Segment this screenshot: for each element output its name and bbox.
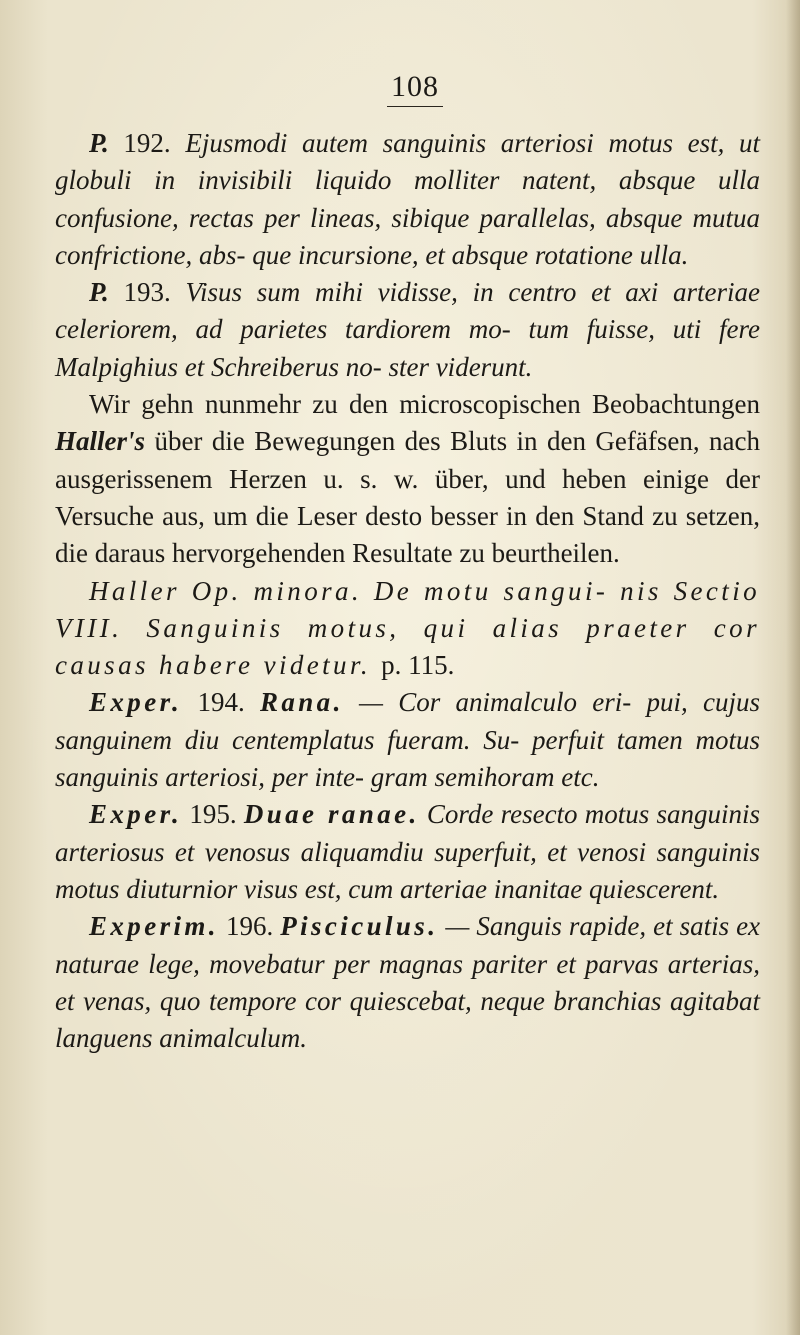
experiment-text: Corde resecto motus sanguinis arteriosus et venosus aliquamdiu superfuit, et venosi sanguinis motus diuturnior visus est, cum arteriae inanitae quiescerent. [55,799,760,904]
paragraph-text-before: Wir gehn nunmehr zu den microscopischen Beobachtungen [89,389,760,420]
experiment-subject: Pisciculus. [280,911,439,942]
page-edge-shadow [786,0,800,1335]
paragraph-experim-196 [55,908,760,1057]
experiment-number: 195. [189,799,237,830]
citation-text: Haller Op. minora. De motu sangui- nis Sectio VIII. Sanguinis motus, qui alias praeter cor causas habere videtur. [55,575,760,681]
author-name: Haller's [55,426,146,457]
experiment-number: 196. [225,911,274,942]
paragraph-text-after: über die Bewegungen des Bluts in den Gefäfsen, nach ausgerissenem Herzen u. s. w. über, und heben einige der Versuche aus, um die Leser desto besser in den Stand zu setzen, die daraus hervorgehenden Resultate zu beurtheilen. [55,426,760,569]
paragraph-exper-194 [55,684,760,796]
experiment-text: — Sanguis rapide, et satis ex naturae lege, movebatur per magnas pariter et parvas arterias, et venas, quo tempore cor quiescebat, neque branchias agitabat languens animalculum. [55,911,761,1054]
experiment-text: — Cor animalculo eri- pui, cujus sanguinem diu centemplatus fueram. Su- perfuit tamen motus sanguinis arteriosi, per inte- gram semihoram etc. [55,687,761,793]
paragraph-number: 192. [123,128,171,158]
experiment-label: Exper. [89,799,183,830]
paragraph-number: 193. [123,277,171,308]
body-text [55,125,760,1057]
paragraph-german-commentary [55,386,760,572]
experiment-label: Exper. [89,687,183,718]
paragraph-citation [55,573,760,685]
experiment-number: 194. [197,687,245,718]
experiment-subject: Duae ranae. [243,799,420,830]
paragraph-p193 [55,274,760,386]
paragraph-label: P. [89,277,109,308]
paragraph-exper-195 [55,796,760,908]
experiment-subject: Rana. [259,687,344,718]
paragraph-p192 [55,125,760,274]
paragraph-text: Visus sum mihi vidisse, in centro et axi arteriae celeriorem, ad parietes tardiorem mo- tum fuisse, uti fere Malpighius et Schreiberus no- ster viderunt. [55,277,761,382]
paragraph-text: Ejusmodi autem sanguinis arteriosi motus est, ut globuli in invisibili liquido molliter natent, absque ulla confusione, rectas per lineas, sibique parallelas, absque mutua confrictione, abs- que incursione, et absque rotatione ulla. [55,128,761,270]
experiment-label: Experim. [89,911,219,942]
paragraph-label: P. [89,128,109,158]
page-number: 108 [0,70,800,107]
citation-page-ref: p. 115. [381,650,455,681]
